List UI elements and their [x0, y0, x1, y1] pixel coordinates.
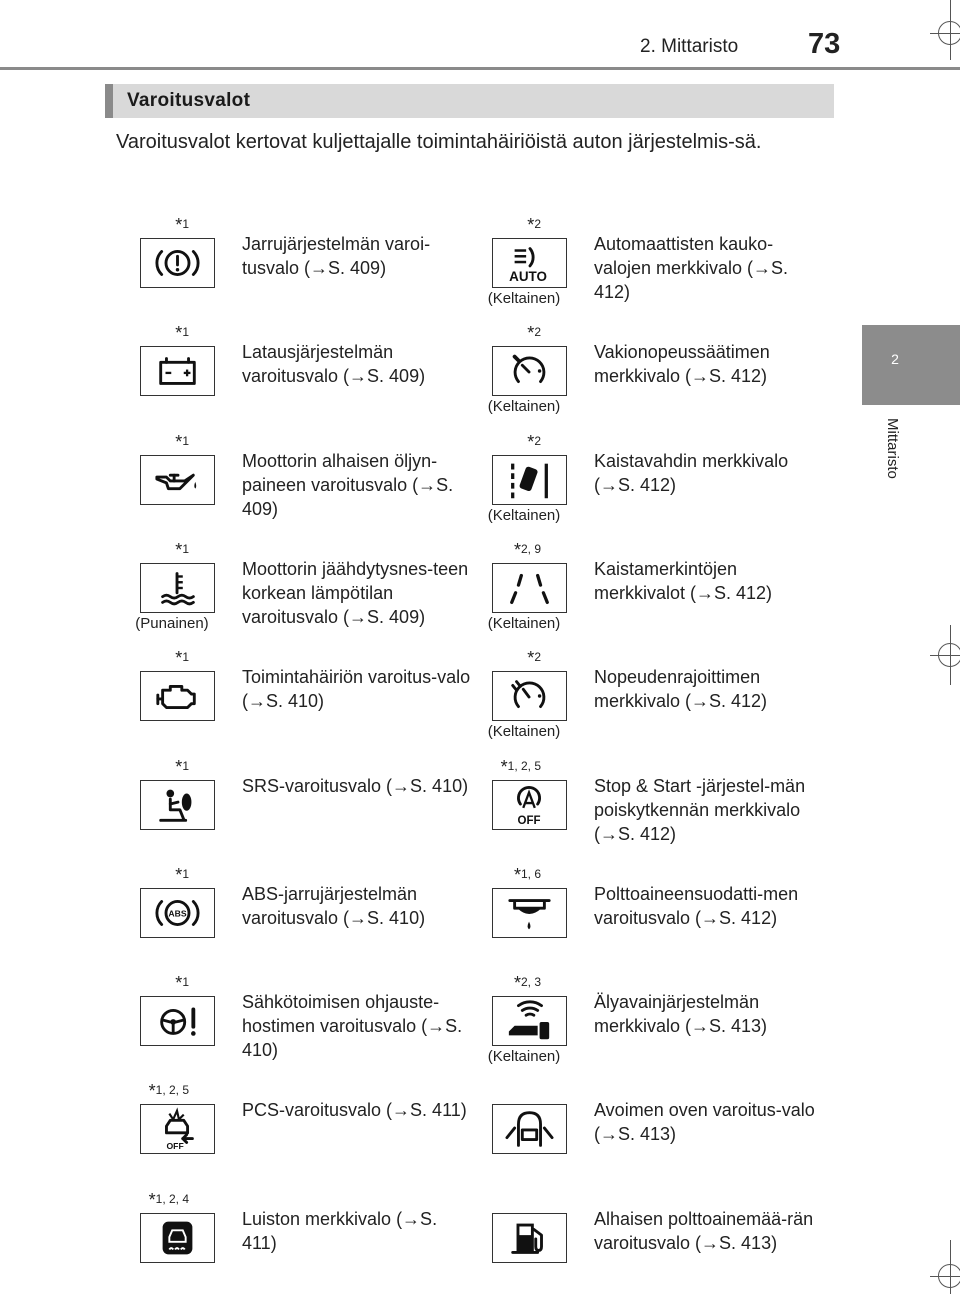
svg-text:OFF: OFF — [166, 1141, 184, 1152]
warning-light-description: Älyavainjärjestelmän merkkivalo (→S. 413) — [594, 992, 768, 1037]
chapter-side-tab — [862, 325, 960, 405]
light-color-caption: (Keltainen) — [487, 1048, 561, 1066]
warning-light-description: ABS-jarrujärjestelmän varoitusvalo (→S. 410) — [242, 883, 426, 928]
warning-light-entry — [106, 864, 446, 972]
warning-light-description: Kaistamerkintöjen merkkivalot (→S. 412) — [594, 558, 773, 603]
footnote-number: 2 — [534, 650, 541, 665]
footnote-number: 1 — [182, 433, 189, 448]
open-door-icon — [492, 1104, 567, 1154]
battery-icon — [140, 346, 215, 396]
warning-light-entry — [458, 322, 798, 430]
footnote-number: 2 — [534, 325, 541, 340]
warning-light-description: Vakionopeussäätimen merkkivalo (→S. 412) — [594, 342, 770, 387]
warning-light-entry — [106, 214, 446, 322]
lane-departure-icon — [492, 455, 567, 505]
footnote-number: 1, 2, 4 — [155, 1191, 189, 1206]
footnote-marker: *2, 9 — [513, 539, 541, 560]
footnote-marker: *1 — [175, 539, 189, 560]
footnote-marker: *1 — [175, 864, 189, 885]
footnote-marker: *1 — [175, 973, 189, 994]
registration-mark-middle — [930, 625, 960, 685]
page-number: 73 — [808, 28, 841, 60]
footnote-number: 1 — [182, 650, 189, 665]
fuel-filter-icon — [492, 888, 567, 938]
side-tab-number: 2 — [891, 351, 899, 367]
warning-light-description: Kaistavahdin merkkivalo (→S. 412) — [594, 450, 789, 495]
warning-light-entry — [106, 1189, 446, 1294]
footnote-marker: *1 — [175, 756, 189, 777]
chapter-title: 2. Mittaristo — [640, 36, 739, 57]
warning-light-description: Alhaisen polttoainemää-rän varoitusvalo (→S. 413) — [594, 1208, 814, 1253]
light-color-caption: (Keltainen) — [487, 506, 561, 524]
smart-key-icon — [492, 996, 567, 1046]
footnote-marker: *1 — [175, 215, 189, 235]
cruise-control-icon — [492, 346, 567, 396]
footnote-marker: *2, 3 — [513, 973, 541, 994]
warning-light-entry — [458, 756, 806, 864]
light-color-caption: (Keltainen) — [487, 614, 561, 632]
footnote-number: 1, 2, 5 — [507, 758, 541, 773]
stop-start-off-icon — [492, 780, 567, 830]
warning-light-entry — [458, 864, 798, 972]
slip-indicator-icon — [140, 1213, 215, 1263]
warning-light-entry — [106, 539, 469, 647]
warning-light-description: Polttoaineensuodatti-men varoitusvalo (→S. 412) — [594, 883, 799, 928]
warning-light-description: Stop & Start -järjestel-män poiskytkennän merkkivalo (→S. 412) — [594, 775, 806, 844]
speed-limiter-icon — [492, 671, 567, 721]
footnote-marker: *1, 2, 5 — [500, 756, 541, 777]
svg-text:OFF: OFF — [517, 814, 541, 827]
warning-light-entry — [458, 972, 798, 1080]
warning-light-entry — [458, 647, 798, 755]
warning-light-entry — [458, 214, 798, 322]
section-heading-bar — [105, 84, 834, 118]
warning-light-entry — [106, 647, 471, 755]
warning-light-entry — [458, 1080, 815, 1188]
warning-light-entry — [106, 756, 469, 864]
page-header — [0, 0, 960, 70]
warning-light-description: Moottorin alhaisen öljyn-paineen varoitusvalo (→S. 409) — [242, 450, 454, 519]
warning-light-entry — [106, 972, 463, 1080]
warning-light-entry — [106, 431, 454, 539]
side-tab-label: Mittaristo — [884, 418, 901, 479]
warning-light-description: Sähkötoimisen ohjauste-hostimen varoitusvalo (→S. 410) — [242, 992, 463, 1061]
footnote-marker: *1 — [175, 648, 189, 669]
registration-mark-bottom — [930, 1240, 960, 1294]
abs-icon — [140, 888, 215, 938]
footnote-marker: *2 — [527, 323, 541, 344]
footnote-marker: *2 — [527, 431, 541, 452]
footnote-number: 2, 3 — [520, 975, 541, 990]
footnote-number: 1, 2, 5 — [155, 1083, 189, 1098]
svg-text:AUTO: AUTO — [509, 269, 547, 285]
warning-light-description: Jarrujärjestelmän varoi-tusvalo (→S. 409) — [242, 234, 431, 278]
srs-airbag-icon — [140, 780, 215, 830]
warning-light-description: Avoimen oven varoitus-valo (→S. 413) — [594, 1100, 815, 1145]
footnote-number: 1 — [182, 866, 189, 881]
footnote-number: 2, 9 — [520, 541, 541, 556]
footnote-number: 1 — [182, 541, 189, 556]
footnote-marker: *1, 2, 5 — [148, 1081, 189, 1102]
warning-light-description: Nopeudenrajoittimen merkkivalo (→S. 412) — [594, 667, 768, 712]
light-color-caption: (Keltainen) — [487, 723, 561, 741]
warning-light-entry — [106, 1080, 467, 1188]
warning-light-entry — [106, 322, 446, 430]
low-fuel-icon — [492, 1213, 567, 1263]
footnote-marker: *1, 6 — [513, 864, 541, 885]
svg-text:ABS: ABS — [168, 908, 187, 919]
engine-malfunction-icon — [140, 671, 215, 721]
warning-light-entry — [458, 431, 798, 539]
oil-pressure-icon — [140, 455, 215, 505]
warning-light-entry — [458, 539, 798, 647]
footnote-marker: *1 — [175, 323, 189, 344]
light-color-caption: (Punainen) — [135, 614, 209, 632]
footnote-marker: *1 — [175, 431, 189, 452]
light-color-caption: (Keltainen) — [487, 290, 561, 307]
footnote-marker: *2 — [527, 215, 541, 235]
warning-light-description: Automaattisten kauko-valojen merkkivalo (→S. 412) — [594, 234, 789, 302]
light-color-caption: (Keltainen) — [487, 398, 561, 416]
warning-light-description: Moottorin jäähdytysnes-teen korkean lämpötilan varoitusvalo (→S. 409) — [242, 558, 469, 627]
warning-light-description: Toimintahäiriön varoitus-valo (→S. 410) — [242, 667, 471, 712]
section-title: Varoitusvalot — [127, 90, 251, 111]
footnote-number: 1 — [182, 975, 189, 990]
pcs-off-icon — [140, 1104, 215, 1154]
warning-light-description: Luiston merkkivalo (→S. 411) — [242, 1208, 438, 1253]
warning-light-description: PCS-varoitusvalo (→S. 411) — [242, 1100, 467, 1121]
auto-high-beam-icon — [492, 238, 567, 288]
warning-light-description: Latausjärjestelmän varoitusvalo (→S. 409) — [242, 342, 426, 387]
intro-paragraph: Varoitusvalot kertovat kuljettajalle toimintahäiriöistä auton järjestelmis-sä. — [116, 131, 762, 153]
footnote-number: 1, 6 — [520, 866, 541, 881]
footnote-number: 1 — [182, 758, 189, 773]
footnote-marker: *2 — [527, 648, 541, 669]
footnote-number: 1 — [182, 217, 189, 231]
warning-light-entry — [458, 1189, 814, 1294]
coolant-temperature-icon — [140, 563, 215, 613]
brake-warning-icon — [140, 238, 215, 288]
power-steering-icon — [140, 996, 215, 1046]
lane-markings-icon — [492, 563, 567, 613]
footnote-number: 2 — [534, 217, 541, 231]
footnote-number: 1 — [182, 325, 189, 340]
header-rule — [0, 67, 960, 70]
footnote-number: 2 — [534, 433, 541, 448]
footnote-marker: *1, 2, 4 — [148, 1189, 189, 1210]
warning-light-description: SRS-varoitusvalo (→S. 410) — [242, 775, 469, 796]
